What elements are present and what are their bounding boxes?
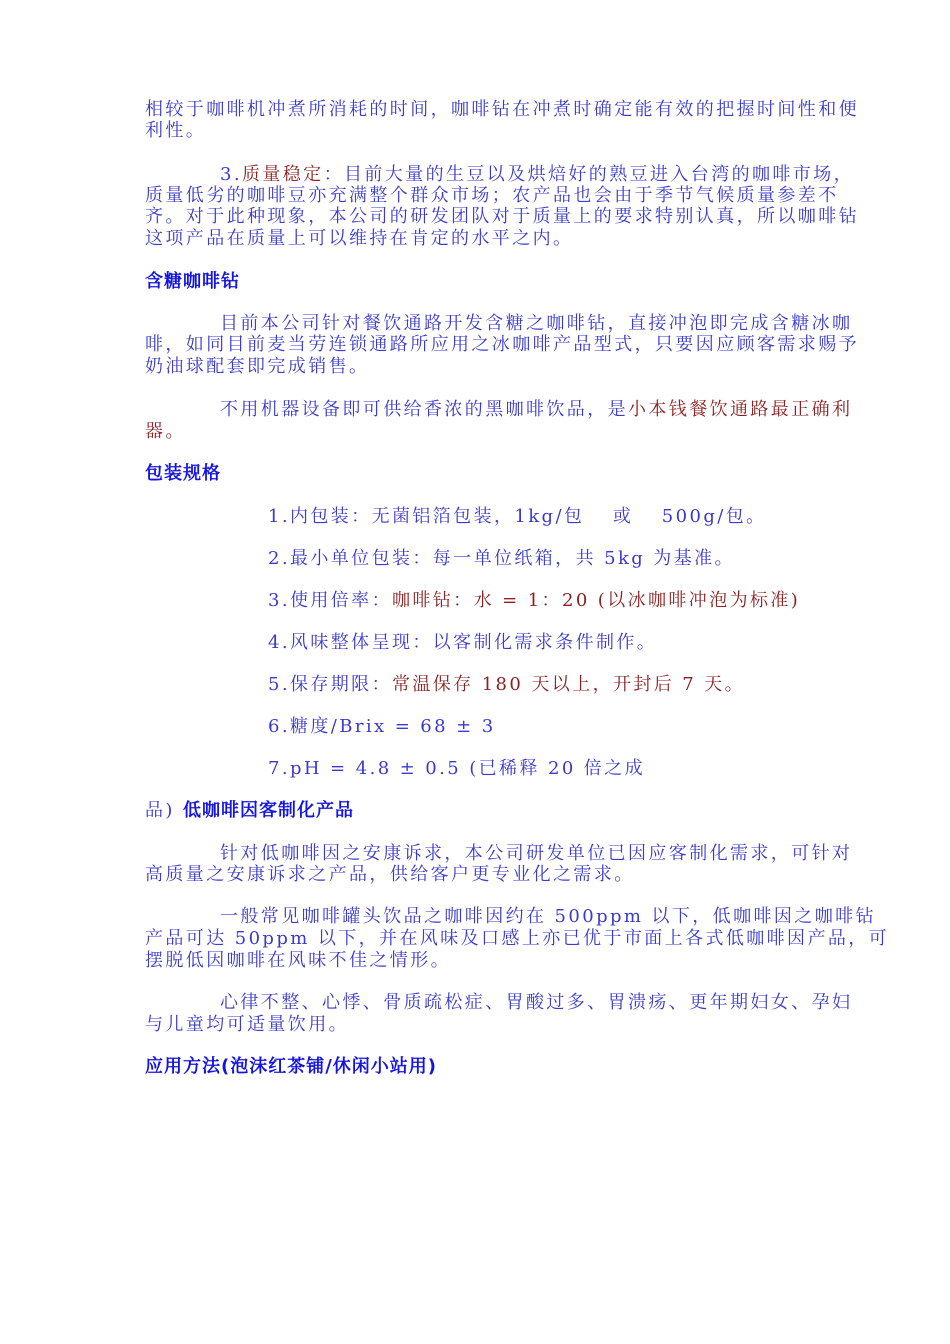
text-segment: 2.最小单位包装：每一单位纸箱，共 5kg 为基准。 <box>268 548 735 569</box>
section-heading <box>145 271 240 293</box>
text-line <box>145 99 859 121</box>
text-segment: 心律不整、心悸、骨质疏松症、胃酸过多、胃溃疡、更年期妇女、孕妇 <box>220 992 853 1013</box>
text-line <box>268 548 735 570</box>
text-line <box>268 506 767 528</box>
text-segment: 品) <box>145 800 183 821</box>
text-segment: 目前本公司针对餐饮通路开发含糖之咖啡钻，直接冲泡即完成含糖冰咖 <box>220 313 853 334</box>
text-line <box>145 864 635 886</box>
text-segment: 不用机器设备即可供给香浓的黑咖啡饮品，是 <box>220 399 628 420</box>
highlighted-text: 常温保存 180 天以上，开封后 7 天。 <box>391 674 746 695</box>
text-segment: 7.pH = 4.8 ± 0.5 (已稀释 20 倍之成 <box>268 758 645 779</box>
text-segment: 奶油球配套即完成销售。 <box>145 356 370 377</box>
text-line <box>268 758 645 780</box>
text-line <box>220 906 876 928</box>
text-segment: 针对低咖啡因之安康诉求，本公司研发单位已因应客制化需求，可针对 <box>220 843 853 864</box>
text-segment: 利性。 <box>145 120 207 141</box>
text-line <box>145 228 573 250</box>
text-segment: 3. <box>220 164 242 185</box>
text-line <box>220 992 852 1014</box>
text-segment: 与儿童均可适量饮用。 <box>145 1014 349 1035</box>
highlighted-text: 小本钱餐饮通路最正确利 <box>628 399 853 420</box>
text-segment: 含糖咖啡钻 <box>145 271 240 292</box>
text-line <box>145 120 206 142</box>
text-line <box>145 928 889 950</box>
text-segment: 3.使用倍率： <box>268 590 392 611</box>
text-segment: 产品可达 50ppm 以下，并在风味及口感上亦已优于市面上各式低咖啡因产品，可 <box>145 928 890 949</box>
text-line <box>145 950 451 972</box>
text-line <box>145 800 354 822</box>
text-segment: 质量低劣的咖啡豆亦充满整个群众市场；农产品也会由于季节气候质量参差不 <box>145 185 839 206</box>
text-segment: 应用方法(泡沫红茶铺/休闲小站用) <box>145 1056 438 1077</box>
text-segment: 5.保存期限： <box>268 674 392 695</box>
text-line <box>268 674 745 696</box>
text-line <box>220 313 852 335</box>
text-segment: 这项产品在质量上可以维持在肯定的水平之内。 <box>145 228 574 249</box>
text-segment: ：目前大量的生豆以及烘焙好的熟豆进入台湾的咖啡市场， <box>323 164 854 185</box>
text-segment: 齐。对于此种现象，本公司的研发团队对于质量上的要求特别认真，所以咖啡钻 <box>145 206 859 227</box>
text-segment: 啡，如同目前麦当劳连锁通路所应用之冰咖啡产品型式，只要因应顾客需求赐予 <box>145 334 859 355</box>
text-segment: 相较于咖啡机冲煮所消耗的时间，咖啡钻在冲煮时确定能有效的把握时间性和便 <box>145 99 859 120</box>
text-line <box>145 356 369 378</box>
text-segment: 摆脱低因咖啡在风味不佳之情形。 <box>145 950 451 971</box>
text-line <box>220 843 852 865</box>
section-heading <box>145 463 221 485</box>
highlighted-text: 质量稳定 <box>241 164 324 185</box>
highlighted-text: 器。 <box>145 421 186 442</box>
text-line <box>220 399 852 421</box>
text-segment: 高质量之安康诉求之产品，供给客户更专业化之需求。 <box>145 864 635 885</box>
highlighted-text: 咖啡钻：水 = 1：20 (以冰咖啡冲泡为标准) <box>391 590 801 611</box>
text-line <box>145 185 839 207</box>
text-line <box>220 164 854 186</box>
text-line <box>268 632 657 654</box>
text-segment: 6.糖度/Brix = 68 ± 3 <box>268 716 496 737</box>
text-line <box>268 590 800 612</box>
section-heading <box>145 1056 437 1078</box>
text-line <box>145 1014 349 1036</box>
section-heading-text: 低咖啡因客制化产品 <box>182 800 354 821</box>
text-line <box>145 421 186 443</box>
text-line <box>145 334 859 356</box>
text-segment: 1.内包装：无菌铝箔包装，1kg/包 或 500g/包。 <box>268 506 767 527</box>
text-segment: 4.风味整体呈现：以客制化需求条件制作。 <box>268 632 658 653</box>
text-segment: 包装规格 <box>145 463 221 484</box>
text-line <box>268 716 496 738</box>
text-segment: 一般常见咖啡罐头饮品之咖啡因约在 500ppm 以下，低咖啡因之咖啡钻 <box>220 906 876 927</box>
text-line <box>145 206 859 228</box>
